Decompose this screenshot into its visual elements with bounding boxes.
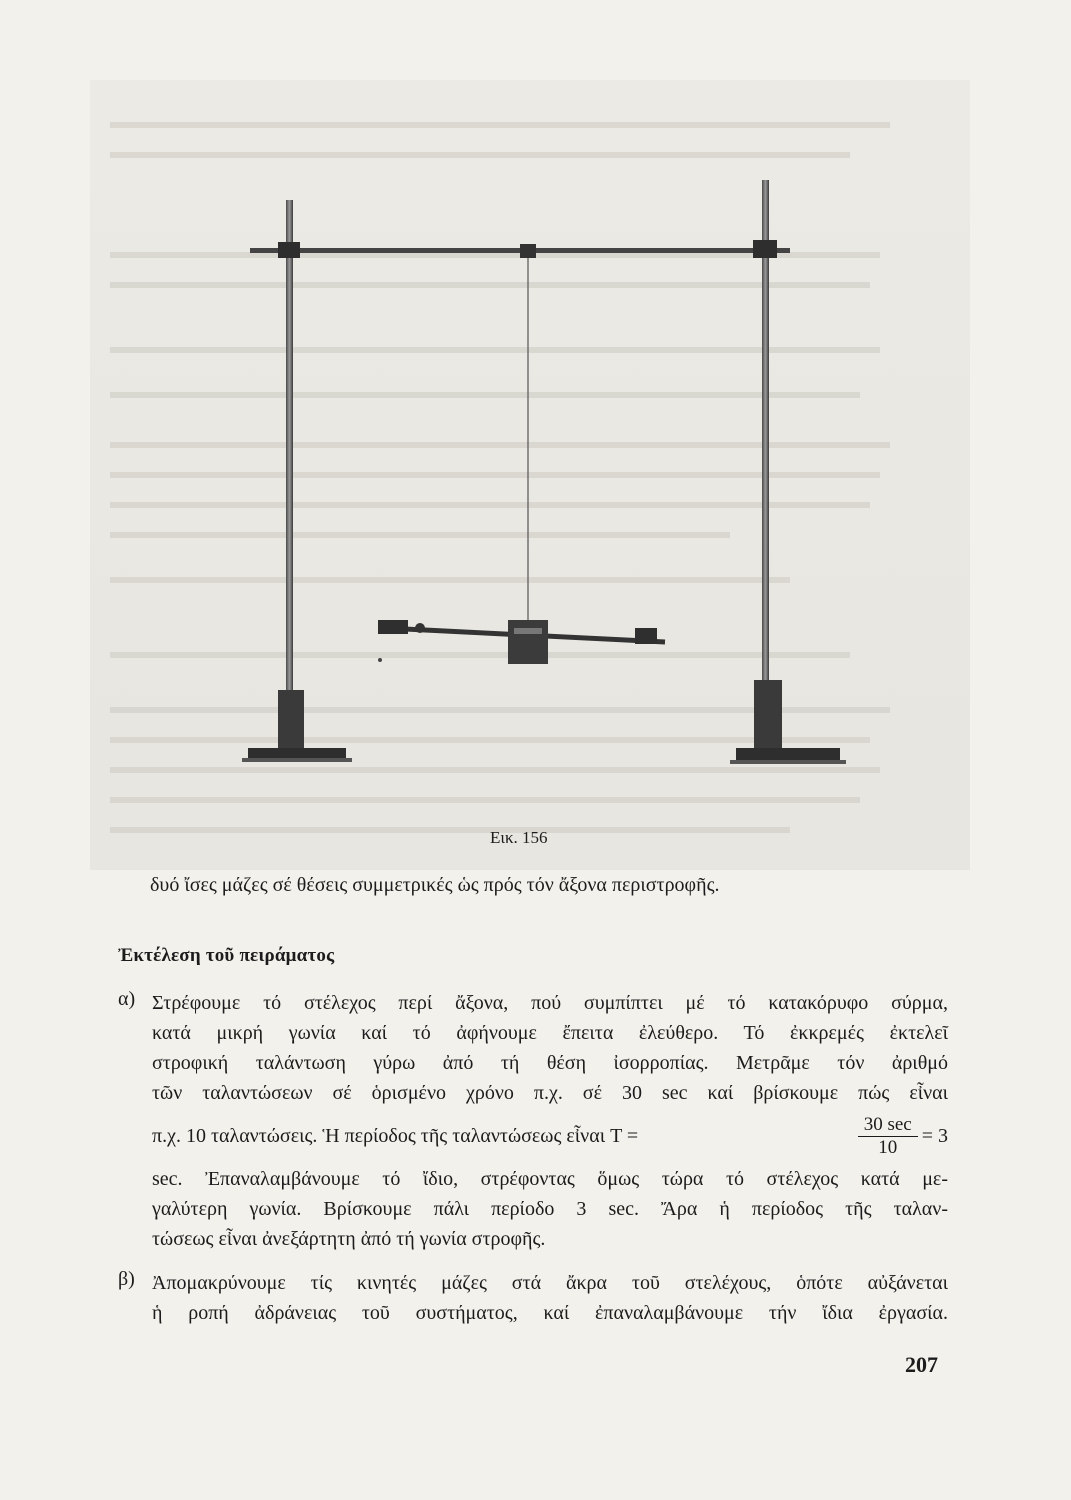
period-fraction	[858, 1114, 918, 1159]
page-number: 207	[905, 1352, 938, 1377]
item-a-label: α)	[118, 988, 136, 1010]
period-text: π.χ. 10 ταλαντώσεις. Ἡ περίοδος τῆς ταλαντώσεως εἶναι T =	[152, 1125, 639, 1147]
item-a-line-8: τώσεως εἶναι ἀνεξάρτητη ἀπό τή γωνία στροφῆς.	[152, 1228, 546, 1250]
item-a-line-6: sec. Ἐπαναλαμβάνουμε τό ἴδιο, στρέφοντας ὅμως τώρα τό στέλεχος κατά με-	[152, 1168, 948, 1190]
figure-caption: Εικ. 156	[490, 828, 548, 847]
item-a-line-2: κατά μικρή γωνία καί τό ἀφήνουμε ἔπειτα ἐλεύθερο. Τό ἐκκρεμές ἐκτελεῖ	[152, 1022, 948, 1044]
item-a-line-4: τῶν ταλαντώσεων σέ ὁρισμένο χρόνο π.χ. σέ 30 sec καί βρίσκουμε πώς εἶναι	[152, 1082, 948, 1104]
item-a	[118, 988, 948, 1254]
figure-description-line: δυό ἴσες μάζες σέ θέσεις συμμετρικές ὡς πρός τόν ἄξονα περιστροφῆς.	[150, 874, 720, 896]
apparatus-figure	[90, 80, 970, 870]
item-b	[118, 1268, 948, 1328]
section-heading: Ἐκτέλεση τοῦ πειράματος	[118, 945, 335, 966]
item-a-line-5	[152, 1108, 948, 1164]
item-a-line-3: στροφική ταλάντωση γύρω ἀπό τή θέση ἰσορροπίας. Μετρᾶμε τόν ἀριθμό	[152, 1052, 948, 1074]
fraction-denominator: 10	[878, 1136, 898, 1158]
period-result: = 3	[921, 1125, 948, 1147]
item-a-line-1: Στρέφουμε τό στέλεχος περί ἄξονα, πού συμπίπτει μέ τό κατακόρυφο σύρμα,	[152, 992, 948, 1014]
item-b-line-1: Ἀπομακρύνουμε τίς κινητές μάζες στά ἄκρα τοῦ στελέχους, ὁπότε αὐξάνεται	[152, 1272, 948, 1294]
item-b-line-2: ἡ ροπή ἀδράνειας τοῦ συστήματος, καί ἐπαναλαμβάνουμε τήν ἴδια ἐργασία.	[152, 1302, 948, 1324]
fraction-numerator: 30 sec	[858, 1114, 918, 1137]
item-a-line-7: γαλύτερη γωνία. Βρίσκουμε πάλι περίοδο 3 sec. Ἄρα ἡ περίοδος τῆς ταλαν-	[152, 1198, 948, 1220]
item-b-label: β)	[118, 1268, 135, 1290]
torsion-pendulum-photo	[90, 80, 970, 870]
